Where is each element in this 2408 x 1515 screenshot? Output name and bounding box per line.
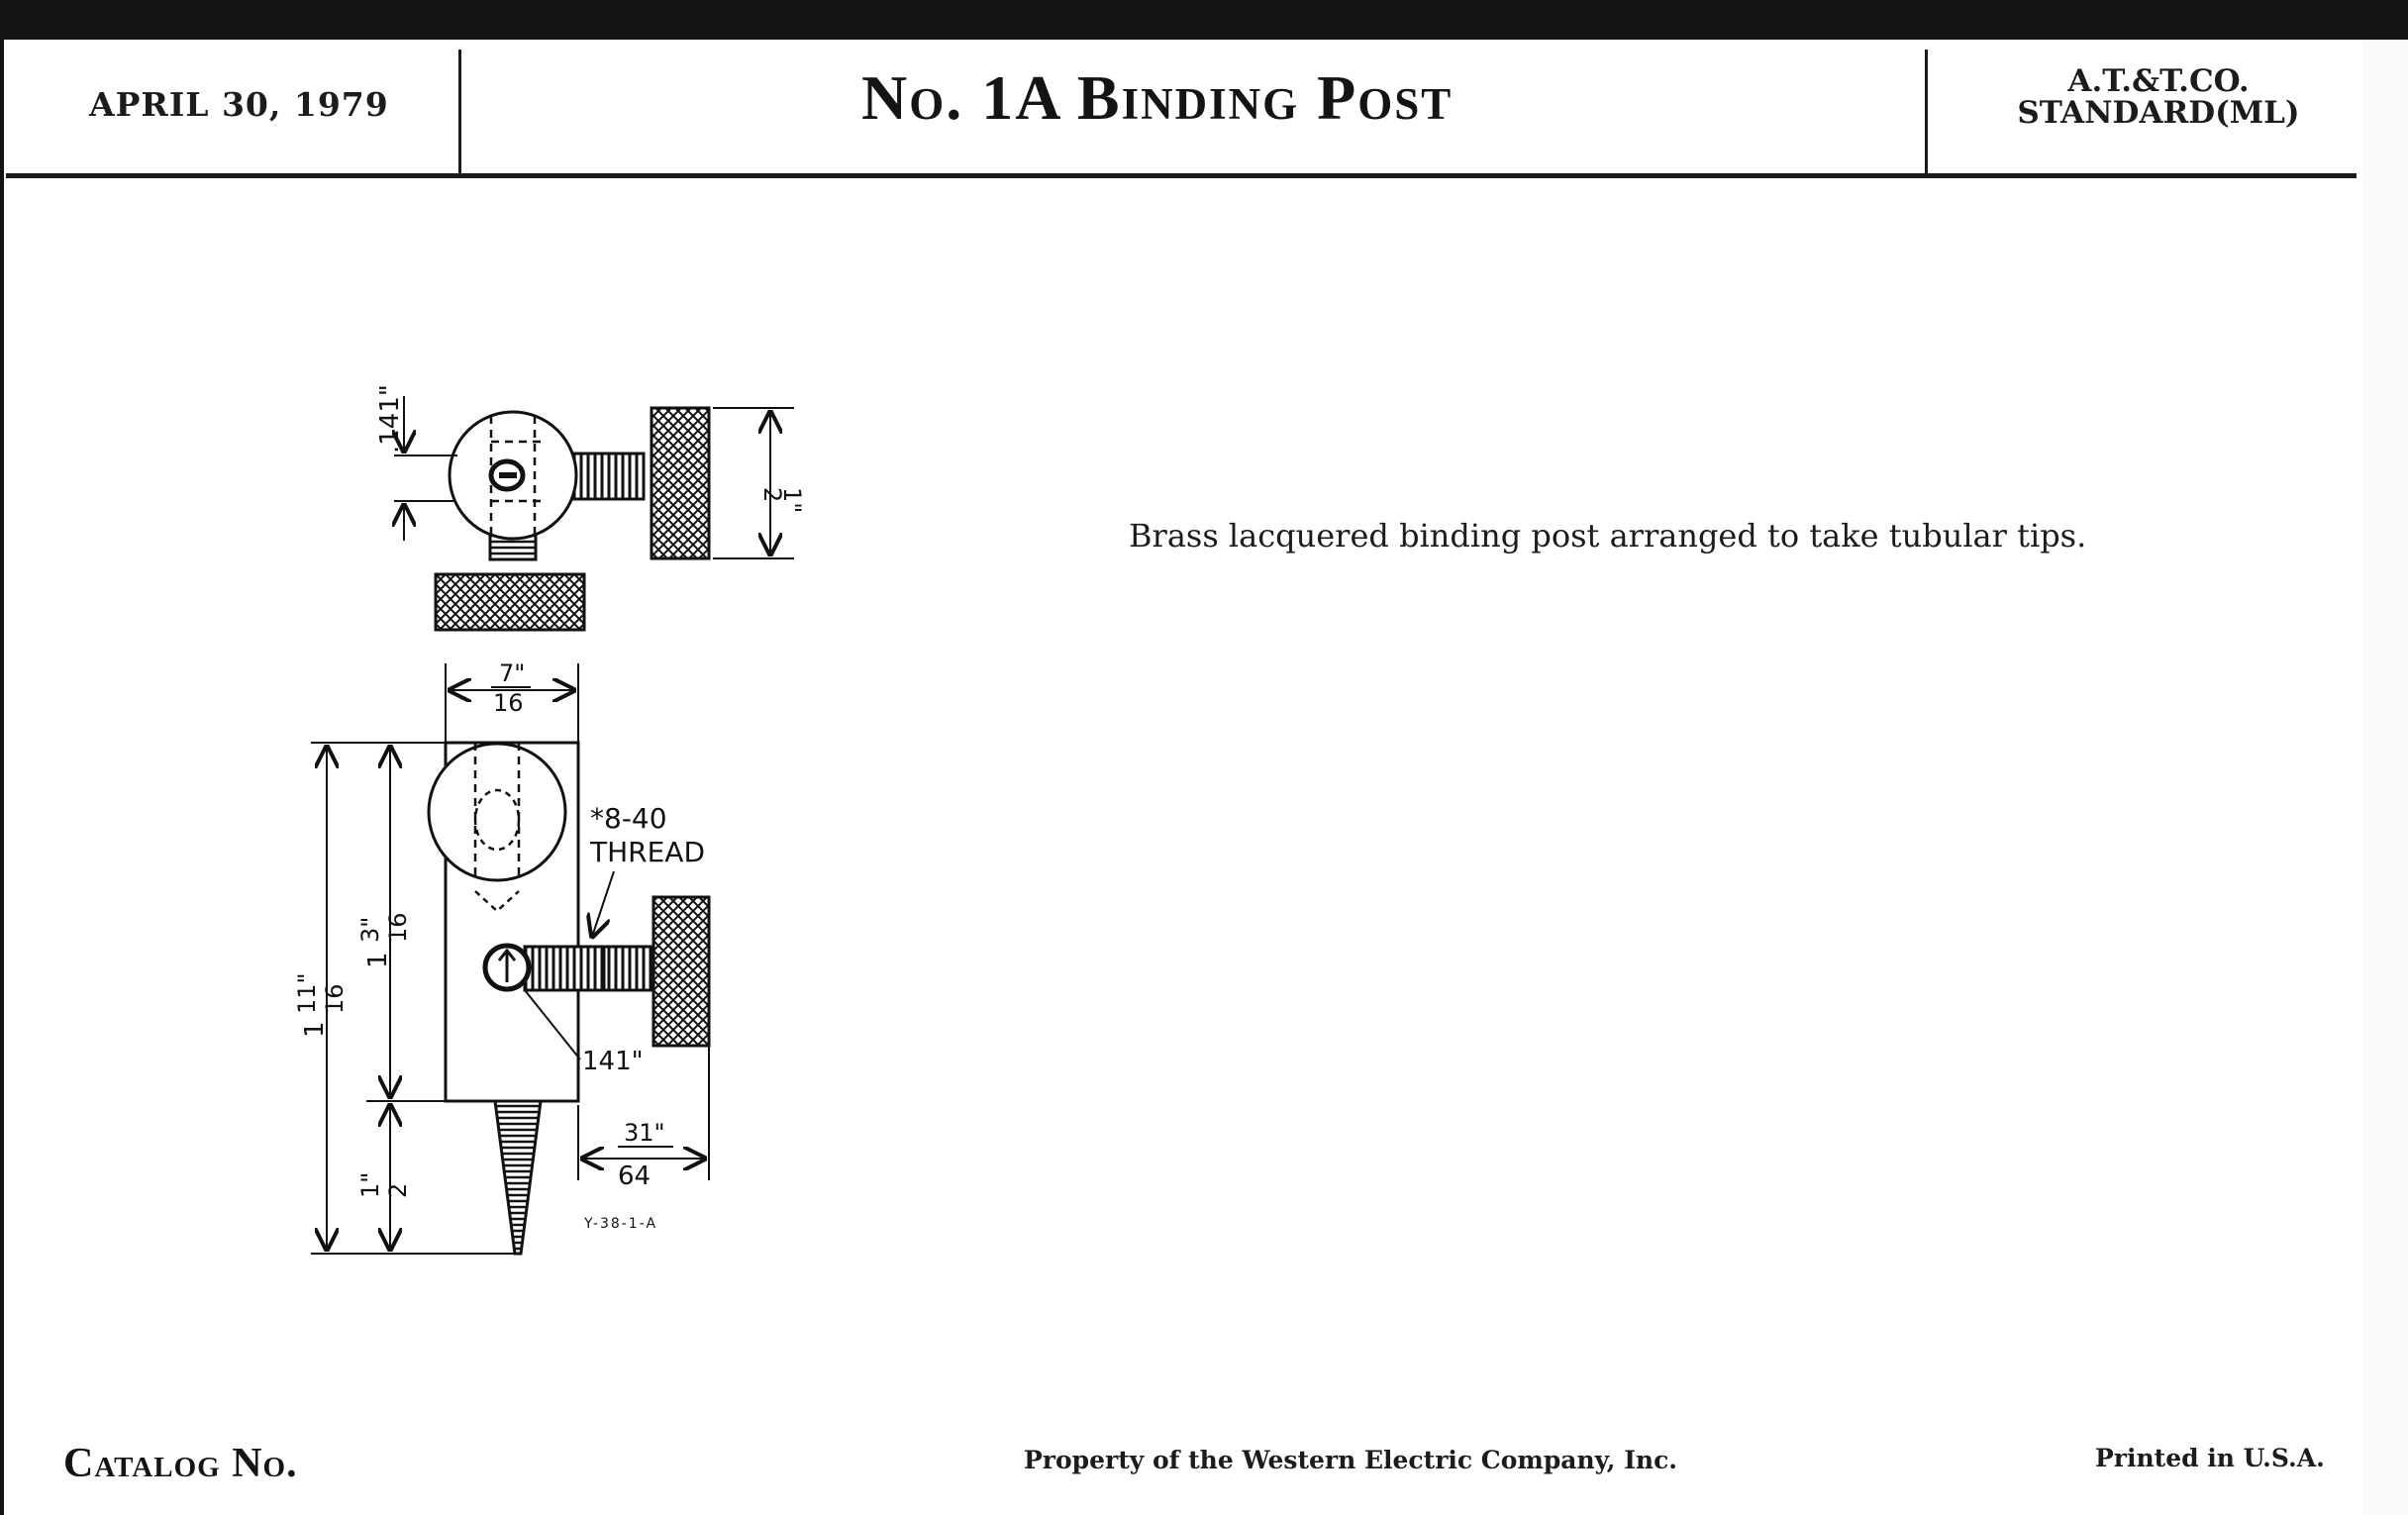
header-rule bbox=[6, 173, 2357, 178]
dim-half-right-num: 1" bbox=[778, 487, 806, 514]
dim-141-bottom: 141" bbox=[582, 1047, 644, 1076]
dim-body-den: 16 bbox=[384, 912, 412, 943]
property-notice: Property of the Western Electric Company, Inc. bbox=[1024, 1446, 1678, 1474]
dim-thread-line1: *8-40 bbox=[590, 802, 667, 835]
dim-half-right-den: 2 bbox=[758, 487, 786, 503]
dim-141-top: .141" bbox=[375, 384, 405, 454]
top-view bbox=[394, 396, 794, 630]
binding-post-drawing bbox=[287, 337, 806, 1267]
dim-knob-den: 64 bbox=[618, 1162, 652, 1191]
printed-in-label: Printed in U.S.A. bbox=[2095, 1444, 2325, 1472]
dim-body-whole: 1 bbox=[363, 952, 393, 968]
dim-knob-num: 31" bbox=[624, 1119, 665, 1147]
standard-line-1: A.T.&T.CO. bbox=[2067, 63, 2250, 99]
dim-screw-num: 1" bbox=[356, 1171, 384, 1198]
card-edge bbox=[2362, 40, 2408, 1515]
bottom-knob bbox=[436, 574, 584, 630]
dim-width-den: 16 bbox=[493, 689, 524, 717]
dim-width-num: 7" bbox=[499, 659, 526, 687]
dim-total-whole: 1 bbox=[300, 1021, 330, 1038]
side-knob bbox=[653, 897, 709, 1046]
dim-body-num: 3" bbox=[356, 916, 384, 943]
issue-date: APRIL 30, 1979 bbox=[89, 85, 389, 124]
right-knob bbox=[652, 408, 709, 558]
header-divider-right bbox=[1925, 50, 1928, 176]
standard-line-2: STANDARD(ML) bbox=[2017, 95, 2300, 131]
standard-label bbox=[1990, 65, 2327, 129]
part-description: Brass lacquered binding post arranged to take tubular tips. bbox=[1129, 517, 2087, 555]
dim-screw-den: 2 bbox=[384, 1182, 412, 1198]
drawing-id: Y-38-1-A bbox=[584, 1216, 658, 1232]
dim-total-den: 16 bbox=[321, 983, 349, 1014]
dim-thread-line2: THREAD bbox=[590, 836, 706, 868]
page-title: No. 1A Binding Post bbox=[861, 62, 1454, 133]
dim-total-num: 11" bbox=[293, 972, 321, 1014]
catalog-number-label: Catalog No. bbox=[63, 1441, 298, 1486]
header-divider-left bbox=[458, 50, 461, 176]
